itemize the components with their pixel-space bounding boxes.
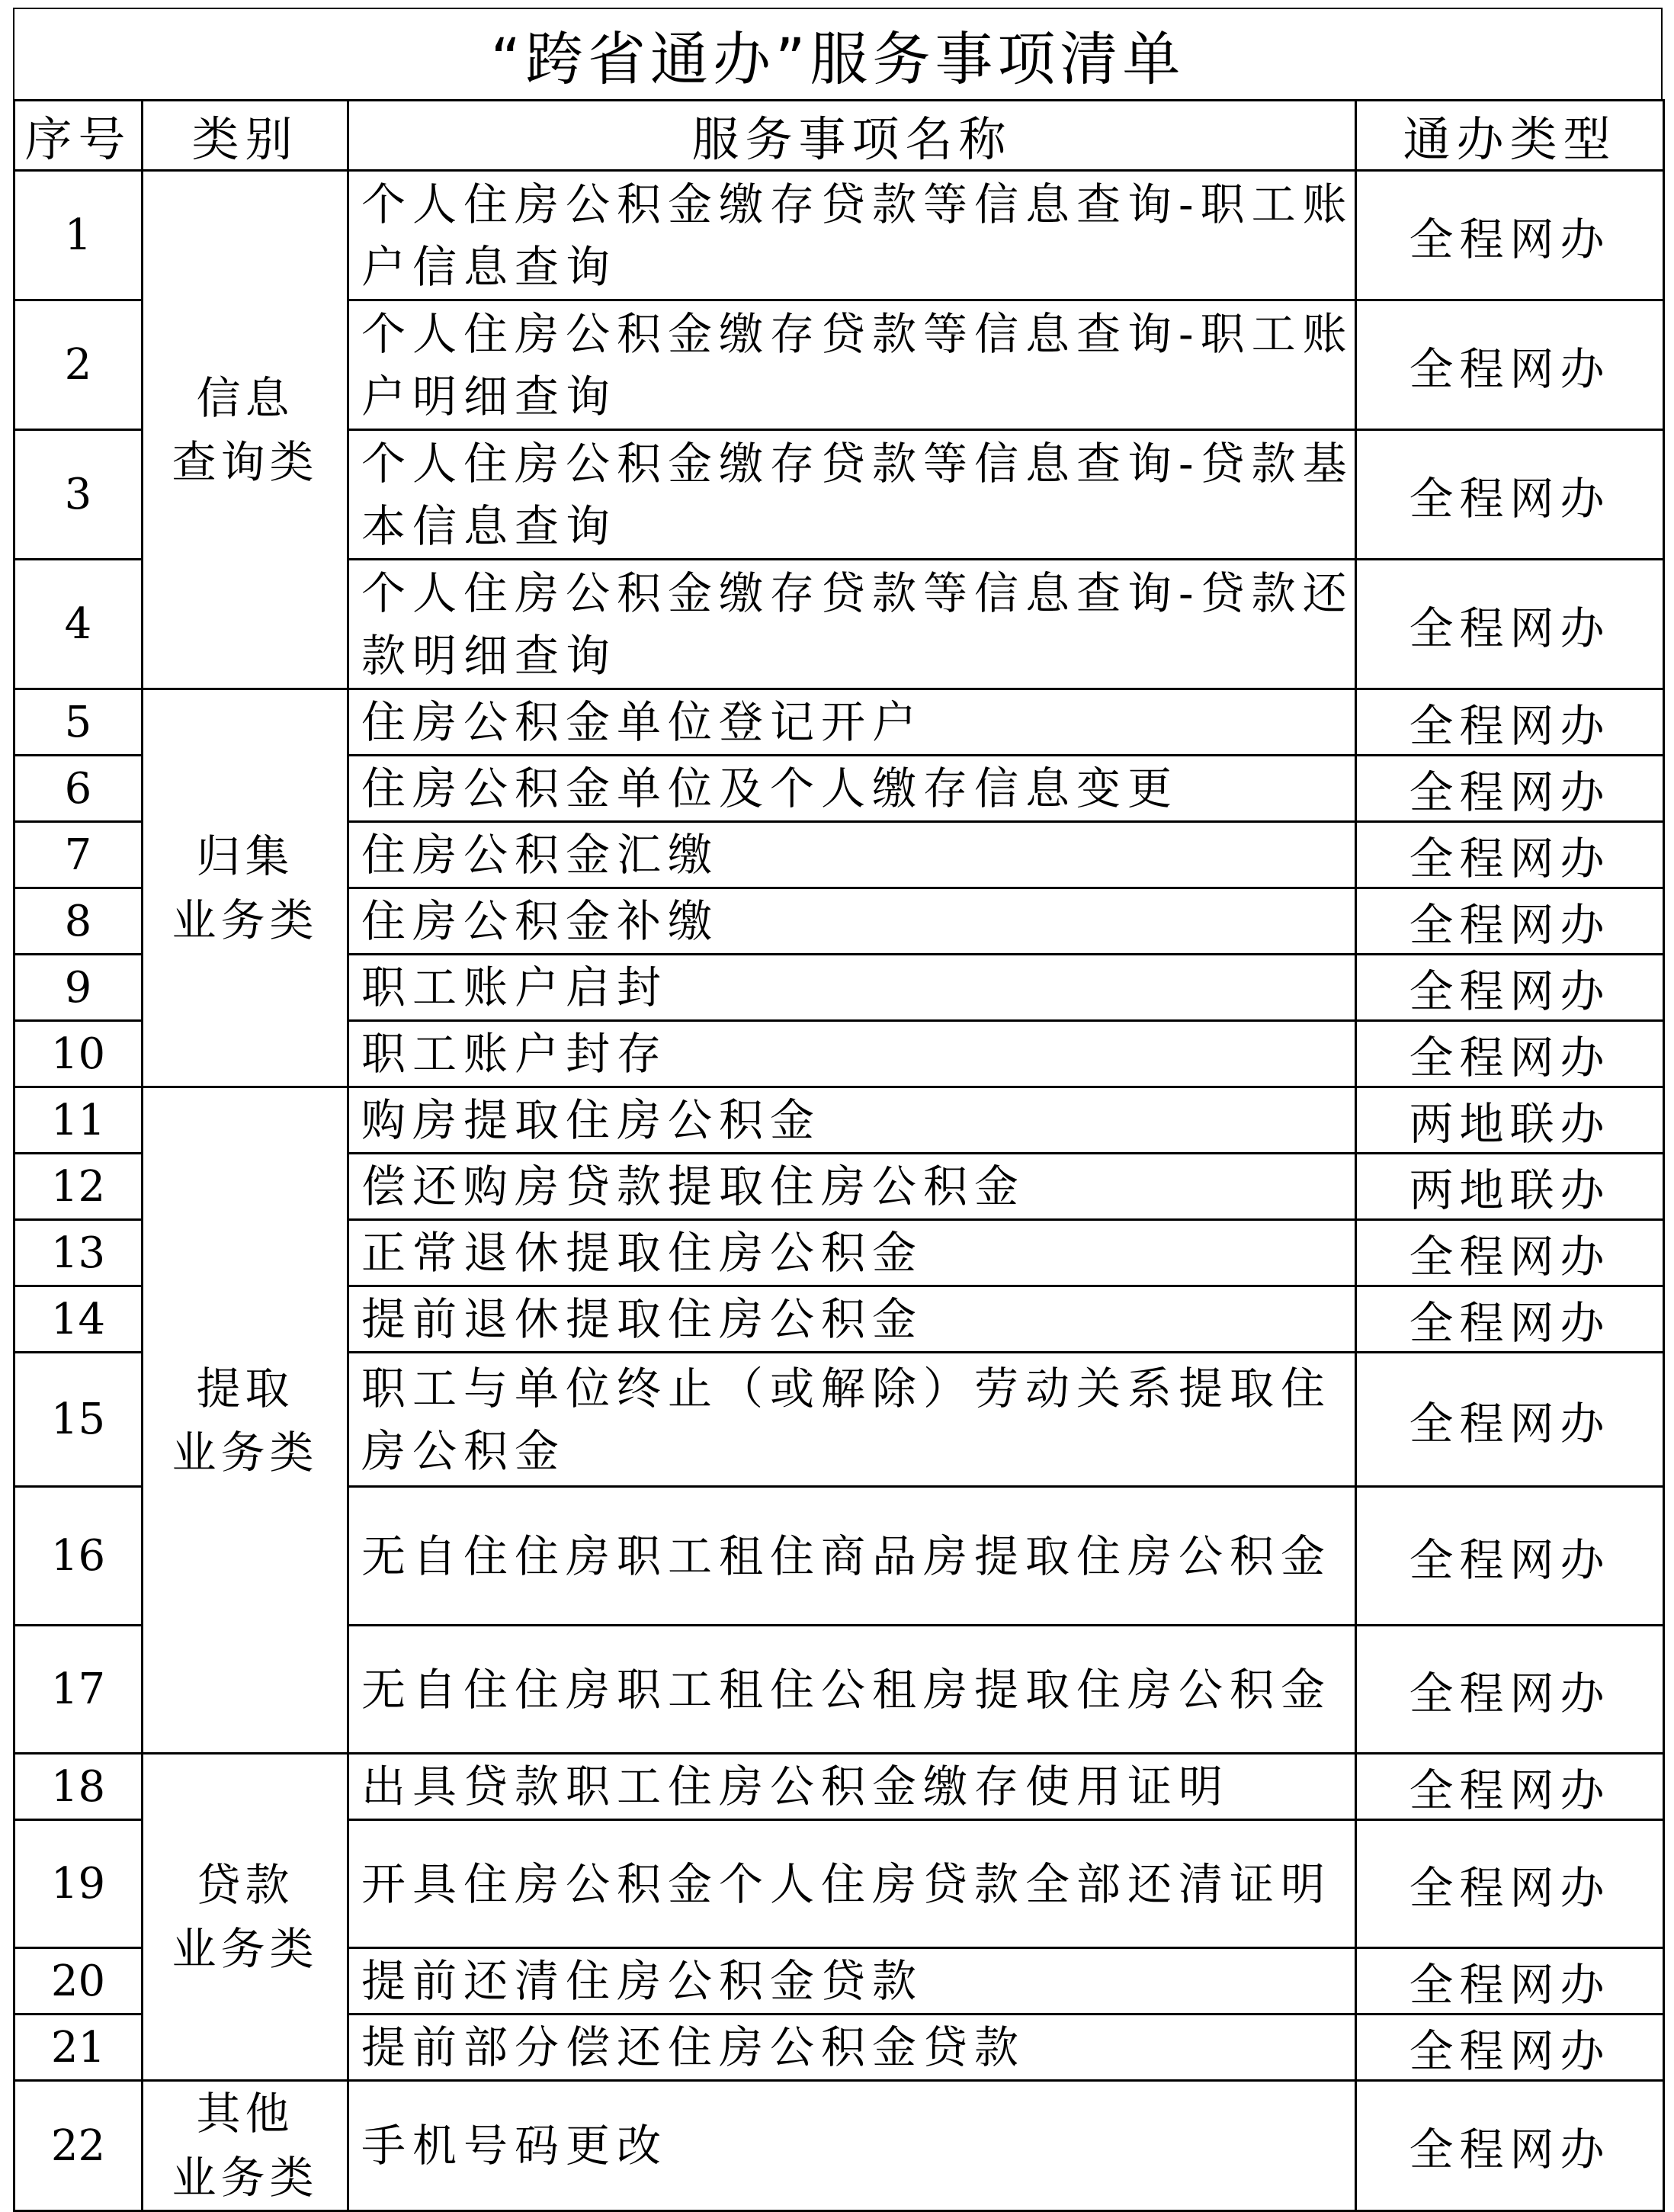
category-cell — [143, 1754, 348, 2081]
service-type: 全程网办 — [1356, 756, 1664, 822]
row-index: 10 — [14, 1021, 143, 1087]
row-index: 21 — [14, 2015, 143, 2081]
category-cell — [143, 171, 348, 689]
service-name: 无自住住房职工租住商品房提取住房公积金 — [348, 1487, 1356, 1626]
row-index: 13 — [14, 1220, 143, 1286]
service-type: 全程网办 — [1356, 1487, 1664, 1626]
service-type: 两地联办 — [1356, 1154, 1664, 1220]
service-type: 全程网办 — [1356, 2081, 1664, 2211]
service-table — [13, 99, 1665, 2212]
service-name: 开具住房公积金个人住房贷款全部还清证明 — [348, 1820, 1356, 1948]
row-index: 12 — [14, 1154, 143, 1220]
service-name: 偿还购房贷款提取住房公积金 — [348, 1154, 1356, 1220]
table-header-row — [14, 101, 1664, 171]
service-name: 住房公积金补缴 — [348, 888, 1356, 955]
header-type: 通办类型 — [1356, 101, 1664, 171]
service-name: 职工账户启封 — [348, 955, 1356, 1021]
service-name: 无自住住房职工租住公租房提取住房公积金 — [348, 1626, 1356, 1754]
service-name: 购房提取住房公积金 — [348, 1087, 1356, 1154]
service-type: 全程网办 — [1356, 560, 1664, 689]
table-row — [14, 171, 1664, 300]
service-name: 个人住房公积金缴存贷款等信息查询-贷款基本信息查询 — [348, 430, 1356, 560]
row-index: 14 — [14, 1286, 143, 1353]
service-list-sheet — [13, 8, 1663, 2204]
service-type: 全程网办 — [1356, 1220, 1664, 1286]
header-index: 序号 — [14, 101, 143, 171]
service-type: 全程网办 — [1356, 1353, 1664, 1487]
service-name: 住房公积金汇缴 — [348, 822, 1356, 888]
service-name: 正常退休提取住房公积金 — [348, 1220, 1356, 1286]
category-cell — [143, 1087, 348, 1754]
service-name: 手机号码更改 — [348, 2081, 1356, 2211]
service-type: 两地联办 — [1356, 1087, 1664, 1154]
category-label: 归集 — [196, 830, 294, 882]
row-index: 22 — [14, 2081, 143, 2211]
row-index: 6 — [14, 756, 143, 822]
service-name: 住房公积金单位及个人缴存信息变更 — [348, 756, 1356, 822]
page-title: “跨省通办”服务事项清单 — [13, 8, 1663, 99]
category-label: 业务类 — [172, 1923, 319, 1975]
category-label: 信息 — [196, 371, 294, 424]
row-index: 18 — [14, 1754, 143, 1820]
header-name: 服务事项名称 — [348, 101, 1356, 171]
table-row — [14, 689, 1664, 756]
service-name: 住房公积金单位登记开户 — [348, 689, 1356, 756]
service-type: 全程网办 — [1356, 1021, 1664, 1087]
service-name: 提前部分偿还住房公积金贷款 — [348, 2015, 1356, 2081]
service-name: 出具贷款职工住房公积金缴存使用证明 — [348, 1754, 1356, 1820]
row-index: 17 — [14, 1626, 143, 1754]
row-index: 19 — [14, 1820, 143, 1948]
service-type: 全程网办 — [1356, 430, 1664, 560]
row-index: 20 — [14, 1948, 143, 2015]
service-name: 个人住房公积金缴存贷款等信息查询-贷款还款明细查询 — [348, 560, 1356, 689]
category-label: 查询类 — [172, 435, 319, 488]
service-name: 个人住房公积金缴存贷款等信息查询-职工账户明细查询 — [348, 300, 1356, 430]
service-type: 全程网办 — [1356, 1820, 1664, 1948]
row-index: 8 — [14, 888, 143, 955]
header-category: 类别 — [143, 101, 348, 171]
service-type: 全程网办 — [1356, 300, 1664, 430]
category-cell — [143, 2081, 348, 2211]
service-type: 全程网办 — [1356, 689, 1664, 756]
category-label: 其他 — [196, 2088, 294, 2140]
service-type: 全程网办 — [1356, 2015, 1664, 2081]
row-index: 3 — [14, 430, 143, 560]
row-index: 9 — [14, 955, 143, 1021]
category-label: 贷款 — [196, 1859, 294, 1911]
service-type: 全程网办 — [1356, 1286, 1664, 1353]
service-name: 职工账户封存 — [348, 1021, 1356, 1087]
service-type: 全程网办 — [1356, 1948, 1664, 2015]
service-name: 提前还清住房公积金贷款 — [348, 1948, 1356, 2015]
service-type: 全程网办 — [1356, 1626, 1664, 1754]
service-type: 全程网办 — [1356, 171, 1664, 300]
row-index: 4 — [14, 560, 143, 689]
service-name: 职工与单位终止（或解除）劳动关系提取住房公积金 — [348, 1353, 1356, 1487]
row-index: 5 — [14, 689, 143, 756]
category-label: 业务类 — [172, 894, 319, 946]
service-type: 全程网办 — [1356, 822, 1664, 888]
row-index: 15 — [14, 1353, 143, 1487]
table-row — [14, 2081, 1664, 2211]
service-type: 全程网办 — [1356, 1754, 1664, 1820]
row-index: 11 — [14, 1087, 143, 1154]
row-index: 16 — [14, 1487, 143, 1626]
service-type: 全程网办 — [1356, 955, 1664, 1021]
row-index: 7 — [14, 822, 143, 888]
table-row — [14, 1754, 1664, 1820]
category-cell — [143, 689, 348, 1087]
row-index: 2 — [14, 300, 143, 430]
row-index: 1 — [14, 171, 143, 300]
category-label: 提取 — [196, 1362, 294, 1414]
table-row — [14, 1087, 1664, 1154]
category-label: 业务类 — [172, 2152, 319, 2204]
category-label: 业务类 — [172, 1426, 319, 1478]
service-name: 提前退休提取住房公积金 — [348, 1286, 1356, 1353]
service-type: 全程网办 — [1356, 888, 1664, 955]
service-name: 个人住房公积金缴存贷款等信息查询-职工账户信息查询 — [348, 171, 1356, 300]
